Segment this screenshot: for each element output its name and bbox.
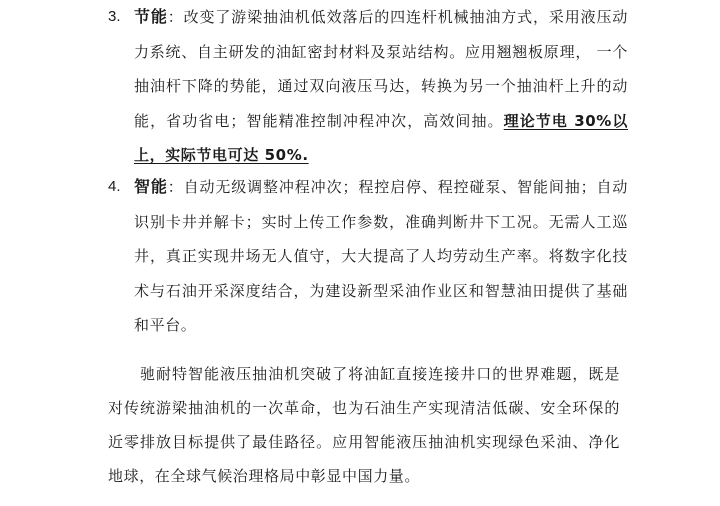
list-item-text: ：自动无级调整冲程冲次；程控启停、程控碰泵、智能间抽；自动识别卡井并解卡；实时上传工作参数，准确判断井下工况。无需人工巡井，真正实现井场无人值守，大大提高了人均劳动生产率。将数字化技术与石油开采深度结合，为建设新型采油作业区和智慧油田提供了基础和平台。	[134, 178, 628, 334]
list-item-number: 4.	[108, 178, 121, 195]
list-item-body	[134, 170, 628, 343]
list-item-body	[134, 0, 628, 173]
list-item-intelligent	[108, 170, 628, 343]
list-item-title: 智能	[134, 177, 168, 196]
list-item-energy-saving	[108, 0, 628, 173]
list-item-title: 节能	[134, 7, 168, 26]
list-item-text: ：改变了游梁抽油机低效落后的四连杆机械抽油方式，采用液压动力系统、自主研发的油缸密封材料及泵站结构。应用翘翘板原理， 一个抽油杆下降的势能，通过双向液压马达，转换为另一个抽油杆上升的动能，省功省电；智能精准控制冲程冲次，高效间抽。	[134, 8, 628, 130]
highlighted-statement: 理论节电 30%以上，实际节电可达 50%.	[134, 111, 628, 164]
list-item-number: 3.	[108, 8, 121, 25]
closing-paragraph: 驰耐特智能液压抽油机突破了将油缸直接连接井口的世界难题，既是对传统游梁抽油机的一次革命，也为石油生产实现清洁低碳、安全环保的近零排放目标提供了最佳路径。应用智能液压抽油机实现绿色采油、净化地球，在全球气候治理格局中彰显中国力量。	[108, 365, 620, 485]
